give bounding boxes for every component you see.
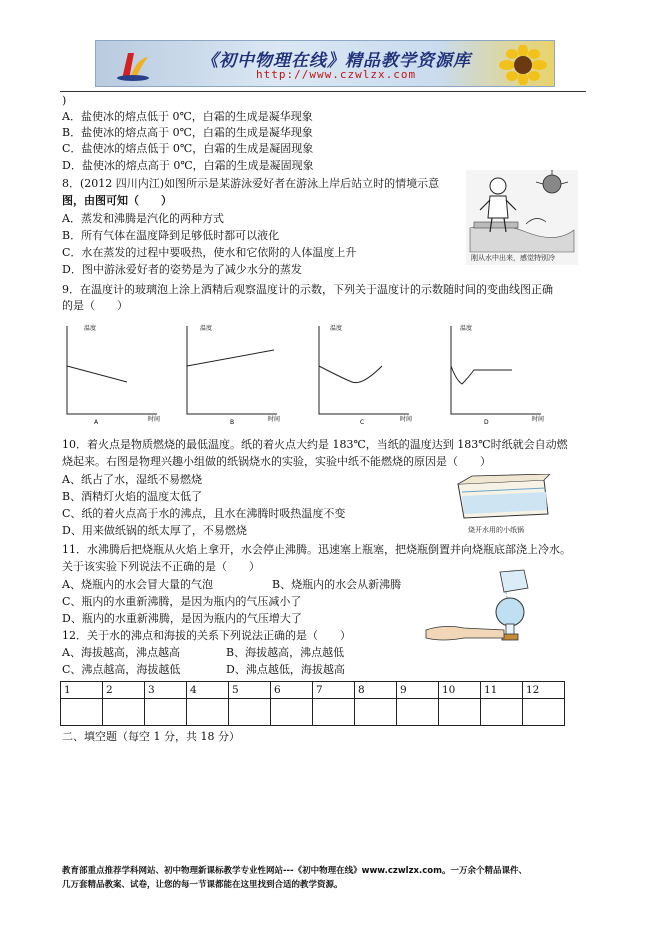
site-logo-icon bbox=[116, 49, 150, 81]
answer-cell-number: 4 bbox=[187, 682, 229, 699]
answer-cell-number: 10 bbox=[439, 682, 481, 699]
graph-c-label: C bbox=[360, 419, 365, 426]
q12-option-c: C、沸点越高，海拔越低 bbox=[62, 663, 181, 676]
graph-d bbox=[446, 322, 546, 428]
answer-table-blank-row bbox=[61, 699, 565, 726]
graph-c bbox=[314, 322, 414, 428]
section-2-heading: 二、填空题（每空 1 分，共 18 分） bbox=[62, 730, 240, 743]
footer-line1: 教育部重点推荐学科网站、初中物理新课标教学专业性网站---《初中物理在线》www.czwlzx.com。一万余个精品课件、 bbox=[62, 866, 527, 876]
answer-blank-cell[interactable] bbox=[61, 699, 103, 726]
q11-option-b: B、烧瓶内的水会从新沸腾 bbox=[272, 578, 402, 591]
answer-cell-number: 1 bbox=[61, 682, 103, 699]
graph-c-x-label: 时间 bbox=[400, 416, 413, 423]
header-divider bbox=[60, 91, 586, 92]
q8-option-a: A．蒸发和沸腾是汽化的两种方式 bbox=[62, 212, 224, 225]
sunflower-icon bbox=[498, 45, 548, 85]
graph-d-x-label: 时间 bbox=[532, 416, 545, 423]
answer-cell-number: 7 bbox=[313, 682, 355, 699]
answer-blank-cell[interactable] bbox=[397, 699, 439, 726]
answer-cell-number: 11 bbox=[481, 682, 523, 699]
answer-table bbox=[60, 681, 565, 726]
answer-cell-number: 3 bbox=[145, 682, 187, 699]
flask-illustration bbox=[424, 568, 550, 644]
q10-option-c: C、纸的着火点高于水的沸点，且水在沸腾时吸热温度不变 bbox=[62, 507, 346, 520]
q10-option-a: A、纸占了水，湿纸不易燃烧 bbox=[62, 473, 202, 486]
answer-cell-number: 2 bbox=[103, 682, 145, 699]
graph-b bbox=[182, 322, 282, 428]
q12-option-b: B、海拔越高，沸点越低 bbox=[226, 646, 345, 659]
q12-option-d: D、沸点越低，海拔越高 bbox=[226, 663, 345, 676]
q10-option-b: B、酒精灯火焰的温度太低了 bbox=[62, 490, 203, 503]
graph-b-label: B bbox=[230, 419, 235, 426]
graph-b-x-label: 时间 bbox=[268, 416, 281, 423]
graph-c-y-label: 温度 bbox=[330, 325, 343, 332]
answer-blank-cell[interactable] bbox=[481, 699, 523, 726]
q8-option-b: B．所有气体在温度降到足够低时都可以液化 bbox=[62, 229, 280, 242]
q10-option-d: D、用来做纸锅的纸太厚了，不易燃烧 bbox=[62, 524, 247, 537]
header-banner bbox=[95, 40, 555, 87]
q10-stem-line2: 烧起来。右图是物理兴趣小组做的纸锅烧水的实验，实验中纸不能燃烧的原因是（ ） bbox=[62, 455, 491, 468]
header-url[interactable]: http://www.czwlzx.com bbox=[256, 68, 417, 81]
q8-option-d: D．图中游泳爱好者的姿势是为了减少水分的蒸发 bbox=[62, 263, 302, 276]
paper-pot-illustration bbox=[454, 474, 552, 536]
q11-option-c: C、瓶内的水重新沸腾，是因为瓶内的气压减小了 bbox=[62, 595, 302, 608]
q11-stem-line1: 11．水沸腾后把烧瓶从火焰上拿开，水会停止沸腾。迅速塞上瓶塞，把烧瓶倒置并向烧瓶底部浇上冷水。 bbox=[62, 543, 571, 556]
paper-pot-caption: 烧开水用的小纸锅 bbox=[468, 526, 524, 534]
graph-a-label: A bbox=[94, 419, 99, 426]
q7-option-b: B．盐使冰的熔点高于 0℃，白霜的生成是凝华现象 bbox=[62, 126, 313, 139]
q8-stem-line2: 图，由图可知（ ） bbox=[62, 194, 172, 207]
q11-option-a: A、烧瓶内的水会冒大量的气泡 bbox=[62, 578, 213, 591]
answer-cell-number: 5 bbox=[229, 682, 271, 699]
q7-option-a: A．盐使冰的熔点低于 0℃，白霜的生成是凝华现象 bbox=[62, 110, 313, 123]
answer-blank-cell[interactable] bbox=[187, 699, 229, 726]
answer-blank-cell[interactable] bbox=[103, 699, 145, 726]
graph-b-y-label: 温度 bbox=[200, 325, 213, 332]
swimmer-caption: 刚从水中出来，感觉特别冷 bbox=[471, 254, 555, 262]
answer-cell-number: 6 bbox=[271, 682, 313, 699]
answer-blank-cell[interactable] bbox=[523, 699, 565, 726]
q8-stem-line1: 8．(2012 四川内江)如图所示是某游泳爱好者在游泳上岸后站立时的情境示意 bbox=[62, 177, 440, 190]
answer-blank-cell[interactable] bbox=[271, 699, 313, 726]
graph-d-y-label: 温度 bbox=[460, 325, 473, 332]
q11-option-d: D、瓶内的水重新沸腾，是因为瓶内的气压增大了 bbox=[62, 612, 302, 625]
q7-option-d: D．盐使冰的熔点高于 0℃，白霜的生成是凝固现象 bbox=[62, 159, 314, 172]
answer-cell-number: 9 bbox=[397, 682, 439, 699]
q8-option-c: C．水在蒸发的过程中要吸热，使水和它依附的人体温度上升 bbox=[62, 246, 357, 259]
q7-option-c: C．盐使冰的熔点低于 0℃，白霜的生成是凝固现象 bbox=[62, 142, 314, 155]
answer-blank-cell[interactable] bbox=[229, 699, 271, 726]
answer-table-header-row bbox=[61, 682, 565, 699]
q9-stem-line1: 9．在温度计的玻璃泡上涂上酒精后观察温度计的示数，下列关于温度计的示数随时间的变曲线图正确 bbox=[62, 283, 553, 296]
answer-blank-cell[interactable] bbox=[145, 699, 187, 726]
graph-a-y-label: 温度 bbox=[84, 325, 97, 332]
answer-cell-number: 8 bbox=[355, 682, 397, 699]
answer-blank-cell[interactable] bbox=[355, 699, 397, 726]
answer-cell-number: 12 bbox=[523, 682, 565, 699]
header-title: 《初中物理在线》精品教学资源库 bbox=[201, 51, 471, 71]
answer-blank-cell[interactable] bbox=[439, 699, 481, 726]
graph-a bbox=[62, 322, 162, 428]
swimmer-illustration bbox=[466, 170, 578, 265]
answer-blank-cell[interactable] bbox=[313, 699, 355, 726]
graph-d-label: D bbox=[484, 419, 489, 426]
q9-stem-line2: 的是（ ） bbox=[62, 299, 128, 312]
q12-option-a: A、海拔越高，沸点越高 bbox=[62, 646, 180, 659]
q11-stem-line2: 关于该实验下列说法不正确的是（ ） bbox=[62, 560, 260, 573]
footer-line2: 几万套精品教案、试卷，让您的每一节课都能在这里找到合适的教学资源。 bbox=[62, 880, 343, 890]
q10-stem-line1: 10．着火点是物质燃烧的最低温度。纸的着火点大约是 183℃，当纸的温度达到 183℃时纸就会自动燃 bbox=[62, 438, 568, 451]
q12-stem: 12．关于水的沸点和海拔的关系下列说法正确的是（ ） bbox=[62, 629, 351, 642]
graph-a-x-label: 时间 bbox=[148, 416, 161, 423]
q7-tail: ) bbox=[62, 94, 67, 107]
